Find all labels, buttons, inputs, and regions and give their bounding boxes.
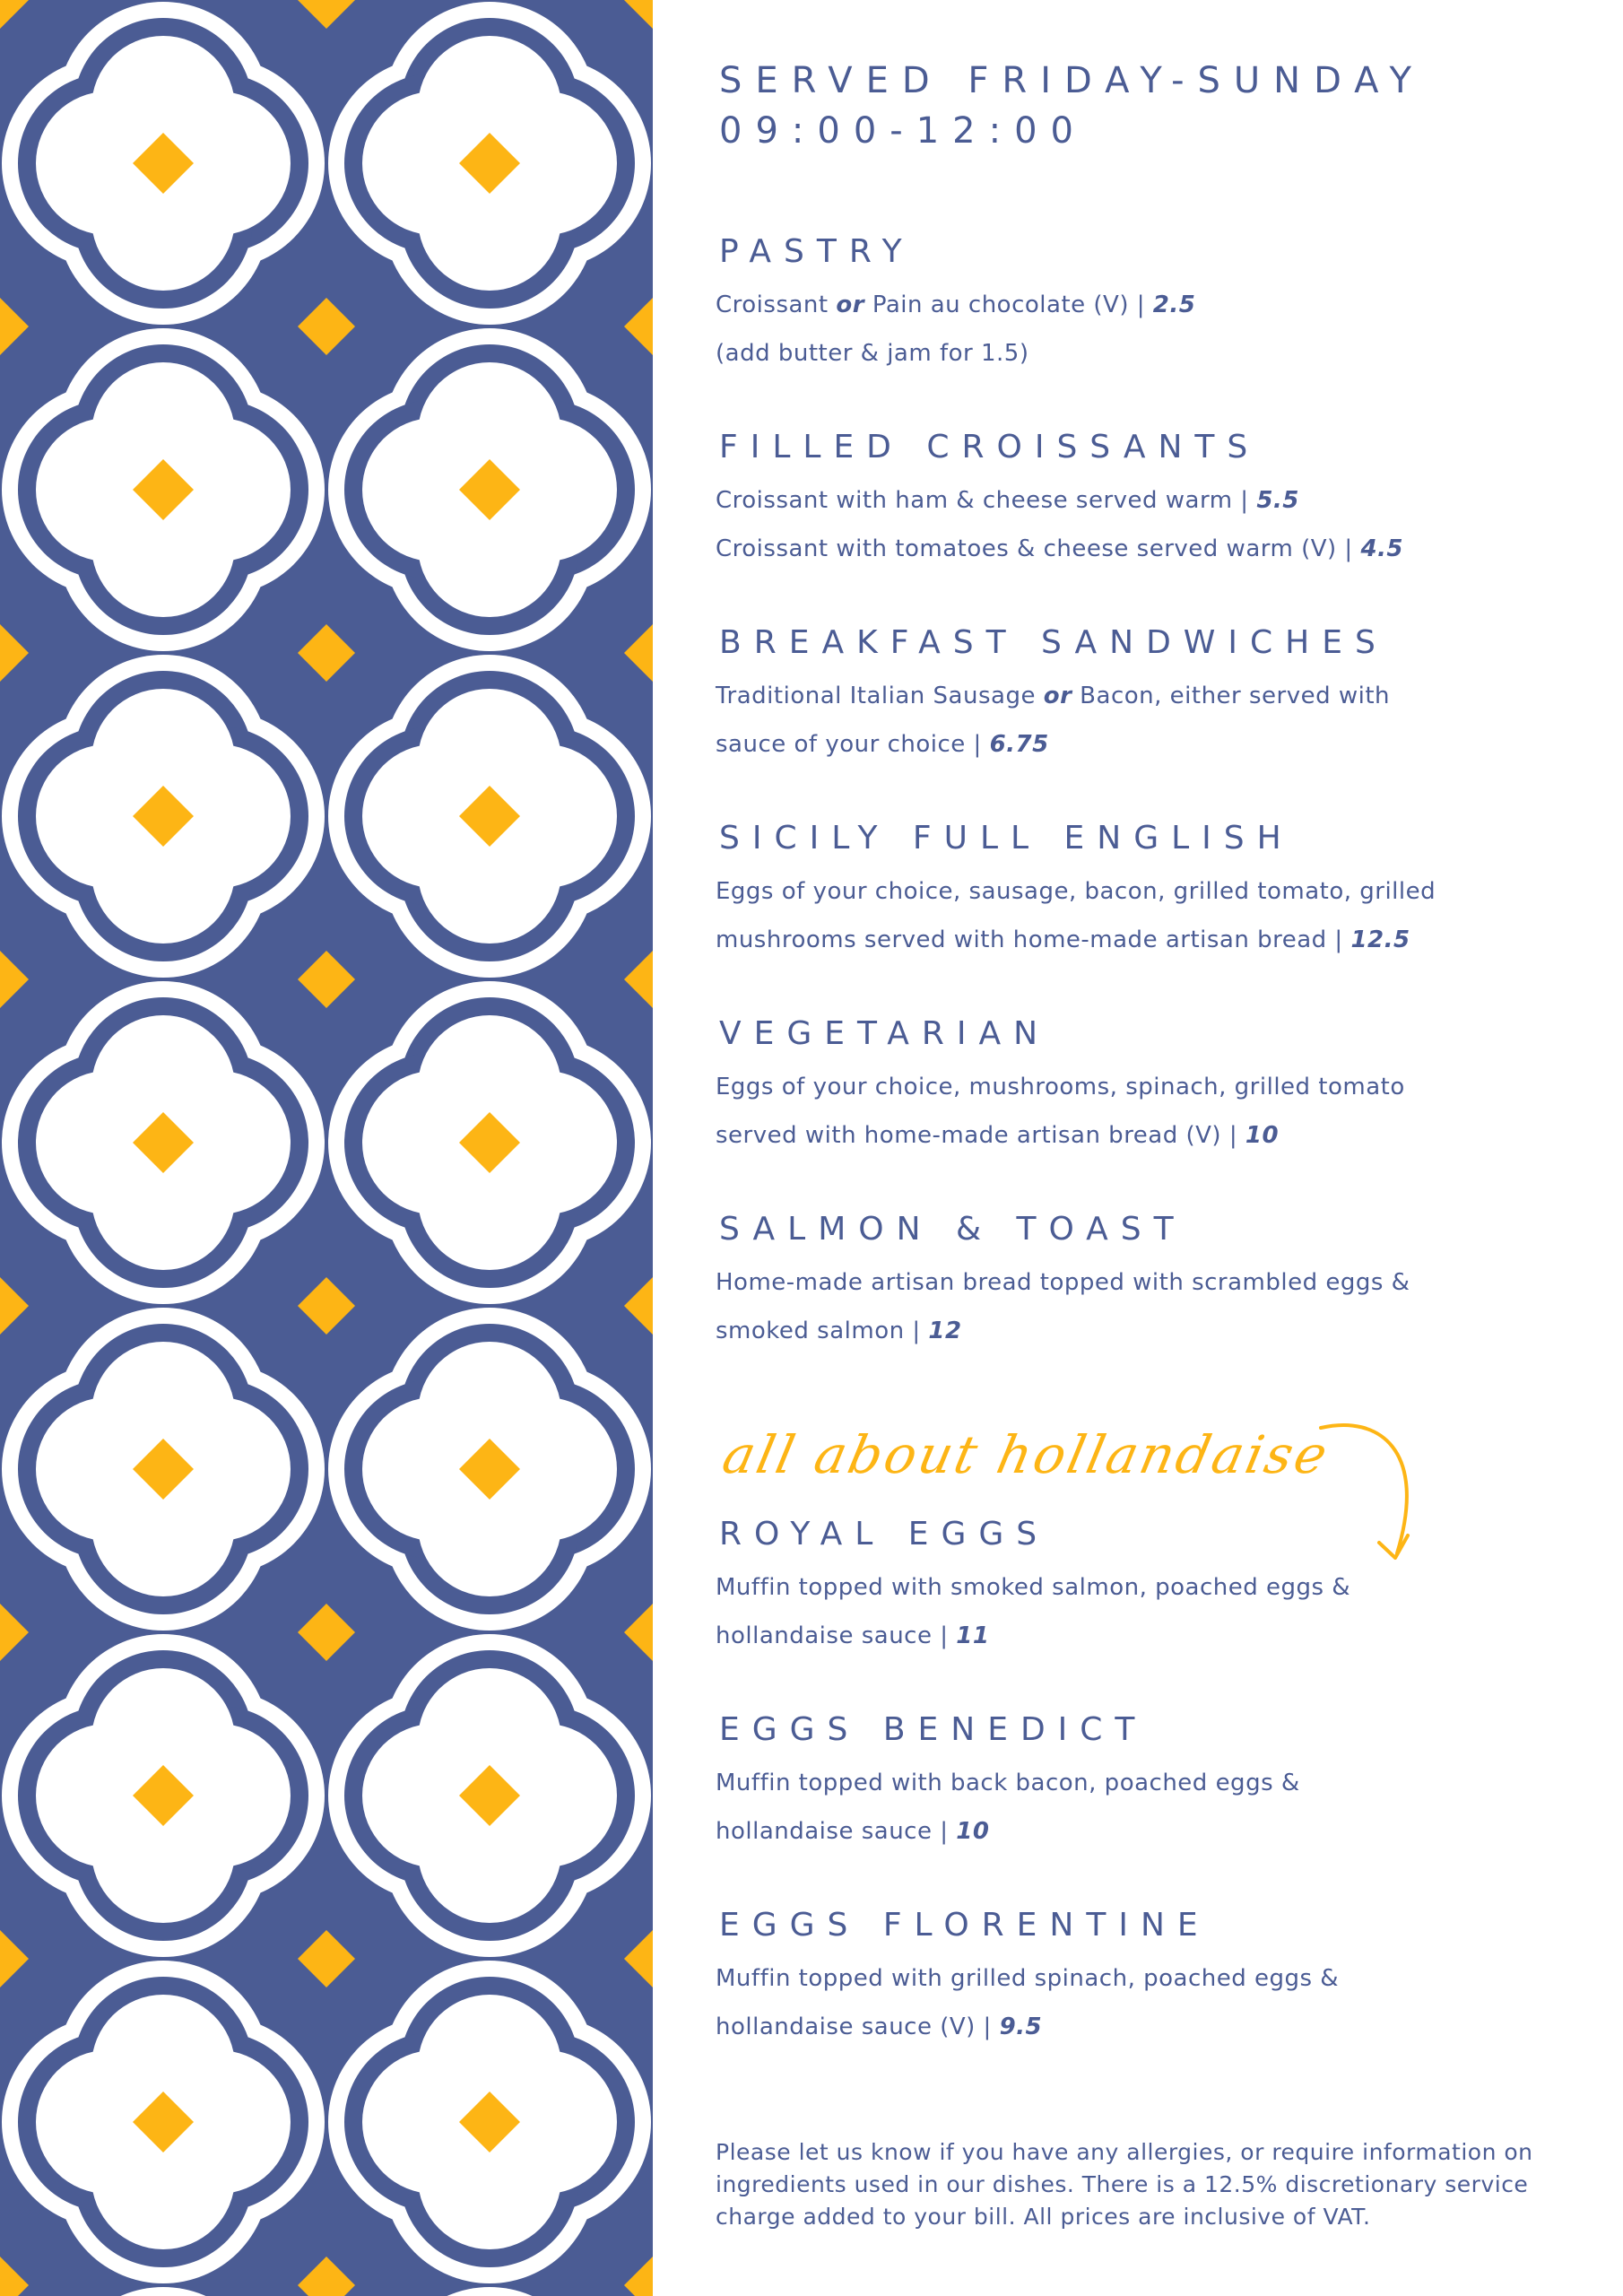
section-title: FILLED CROISSANTS [719,429,1261,465]
menu-section [716,429,1403,562]
menu-item-line [716,1770,1300,1796]
item-price: 10 [1245,1122,1280,1149]
yellow-diamond [0,1604,29,1661]
item-price: 5.5 [1256,487,1299,514]
item-text: Croissant with tomatoes & cheese served warm (V) | [716,535,1361,562]
yellow-diamond [624,1604,653,1661]
yellow-diamond [298,1930,355,1987]
all-about-hollandaise-script [716,1410,1451,1580]
section-title: BREAKFAST SANDWICHES [719,624,1388,661]
item-price: 12.5 [1350,926,1410,953]
menu-item-line [716,2013,1339,2040]
item-conjunction: or [836,291,865,318]
item-text: Muffin topped with grilled spinach, poached eggs & [716,1965,1340,1992]
moroccan-tile-pattern [0,0,653,2296]
script-heading: all about hollandaise [717,1424,1335,1485]
allergy-notice-line: ingredients used in our dishes. There is a 12.5% discretionary service [716,2171,1529,2197]
section-title: EGGS BENEDICT [719,1711,1148,1748]
item-text: hollandaise sauce | [716,1622,957,1649]
item-price: 4.5 [1360,535,1404,562]
item-price: 12 [928,1318,962,1344]
allergy-notice-line: Please let us know if you have any allergies, or require information on [716,2139,1533,2165]
item-text: Home-made artisan bread topped with scrambled eggs & [716,1269,1410,1296]
menu-item-line [716,683,1390,709]
tile-outer-ring [384,2287,595,2296]
menu-item-line [716,487,1403,514]
curved-arrow-icon [1321,1425,1407,1553]
item-text: Pain au chocolate (V) | [864,291,1153,318]
item-text: Bacon, either served with [1072,683,1391,709]
tile-pattern-svg [0,0,653,2296]
item-price: 6.75 [989,731,1049,758]
item-text: hollandaise sauce | [716,1818,957,1845]
yellow-diamond [298,298,355,355]
section-title: ROYAL EGGS [719,1516,1050,1552]
item-text: Croissant [716,291,837,318]
section-title: SICILY FULL ENGLISH [719,820,1294,857]
menu-section [716,820,1436,953]
item-text: Traditional Italian Sausage [716,683,1044,709]
yellow-diamond [298,0,355,29]
item-text: mushrooms served with home-made artisan bread | [716,926,1351,953]
menu-item-line [716,1622,1350,1649]
breakfast-menu [716,56,1576,2230]
yellow-diamond [298,2257,355,2296]
item-text: Muffin topped with smoked salmon, poached eggs & [716,1574,1351,1601]
served-days: SERVED FRIDAY-SUNDAY [719,60,1425,101]
yellow-diamond [0,298,29,355]
menu-item-line [716,878,1436,905]
item-price: 11 [956,1622,990,1649]
menu-item-line [716,1122,1405,1149]
menu-item-line [716,340,1195,367]
menu-section [716,1907,1339,2040]
item-text: served with home-made artisan bread (V) | [716,1122,1245,1149]
menu-section [716,1211,1410,1344]
item-text: (add butter & jam for 1.5) [716,340,1029,367]
item-text: sauce of your choice | [716,731,990,758]
arrow-head-icon [1379,1535,1408,1558]
item-price: 9.5 [999,2013,1043,2040]
yellow-diamond [624,1930,653,1987]
yellow-diamond [624,298,653,355]
item-text: Croissant with ham & cheese served warm | [716,487,1257,514]
yellow-diamond [0,1930,29,1987]
allergy-notice [716,2136,1576,2233]
item-text: Muffin topped with back bacon, poached eggs & [716,1770,1300,1796]
menu-item-line [716,535,1403,562]
section-title: VEGETARIAN [719,1015,1051,1052]
served-hours: 09:00-12:00 [719,110,1087,152]
yellow-diamond [0,2257,29,2296]
menu-item-line [716,926,1436,953]
yellow-diamond [298,951,355,1008]
menu-section [716,1015,1405,1149]
menu-section [716,1711,1300,1845]
section-title: SALMON & TOAST [719,1211,1186,1248]
menu-section [716,233,1195,367]
yellow-diamond [298,624,355,682]
item-text: hollandaise sauce (V) | [716,2013,1000,2040]
menu-item-line [716,1318,1410,1344]
yellow-diamond [624,1277,653,1335]
section-title: PASTRY [719,233,915,270]
section-title: EGGS FLORENTINE [719,1907,1211,1944]
tile-outer-ring [57,2287,269,2296]
yellow-diamond [624,2257,653,2296]
yellow-diamond [298,1277,355,1335]
item-conjunction: or [1043,683,1072,709]
item-text: Eggs of your choice, sausage, bacon, grilled tomato, grilled [716,878,1436,905]
item-text: Eggs of your choice, mushrooms, spinach, grilled tomato [716,1074,1405,1100]
menu-item-line [716,1965,1339,1992]
item-price: 10 [956,1818,990,1845]
yellow-diamond [0,1277,29,1335]
yellow-diamond [298,1604,355,1661]
yellow-diamond [624,0,653,29]
yellow-diamond [0,624,29,682]
allergy-notice-line: charge added to your bill. All prices are inclusive of VAT. [716,2204,1371,2230]
yellow-diamond [624,951,653,1008]
yellow-diamond [624,624,653,682]
item-price: 2.5 [1152,291,1196,318]
menu-section [716,624,1390,758]
menu-item-line [716,1818,1300,1845]
menu-item-line [716,1269,1410,1296]
menu-item-line [716,731,1390,758]
menu-item-line [716,1074,1405,1100]
menu-item-line [716,291,1195,318]
served-days-heading [719,56,1576,156]
item-text: smoked salmon | [716,1318,929,1344]
yellow-diamond [0,0,29,29]
yellow-diamond [0,951,29,1008]
